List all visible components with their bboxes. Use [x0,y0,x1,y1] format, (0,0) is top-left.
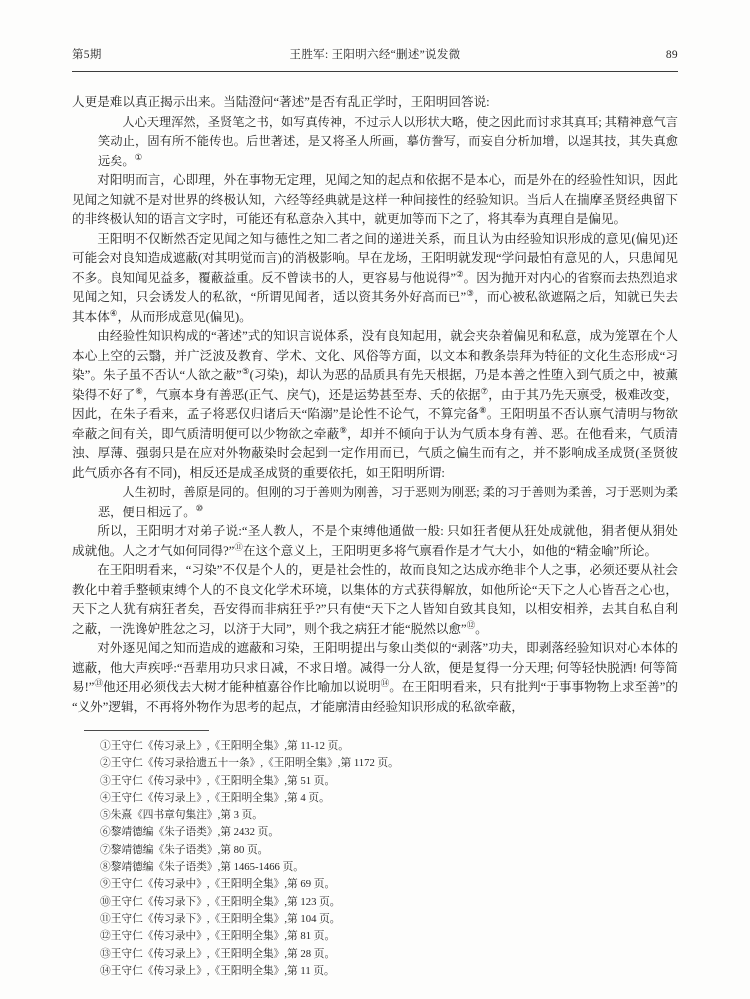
footnote-item: ⑨王守仁《传习录中》,《王阳明全集》,第 69 页。 [100,878,336,891]
footnote-ref: ⑧ [478,404,487,415]
footnote-ref: ⑤ [241,365,250,376]
footnote-item: ⑩王守仁《传习录下》,《王阳明全集》,第 123 页。 [100,895,341,908]
footnote-item: ⑥黎靖德编《朱子语类》,第 2432 页。 [100,826,280,839]
article-body [72,93,678,717]
footnote-ref: ⑫ [466,619,476,630]
footnote-item: ⑧黎靖德编《朱子语类》,第 1465-1466 页。 [100,861,304,874]
footnote-item: ⑪王守仁《传习录下》,《王阳明全集》,第 104 页。 [100,912,341,925]
block-quote: 人生初时，善原是同的。但刚的习于善则为刚善，习于恶则为刚恶; 柔的习于善则为柔善，习于恶则为柔恶，便日相远了。⑩ [98,485,678,519]
footnote-ref: ⑪ [234,541,243,552]
paragraph-continuation: 人更是难以真正揭示出来。当陆澄问“著述”是否有乱正学时，王阳明回答说: [72,95,490,109]
block-quote: 人心天理浑然，圣贤笔之书，如写真传神，不过示人以形状大略，使之因此而讨求其真耳; 其精神意气言笑动止，固有所不能传也。后世著述，是又将圣人所画，摹仿誊写，而妄自分析加增，以逞其技，其失真愈远矣。① [98,114,678,168]
paragraph: 对阳明而言，心即理，外在事物无定理，见闻之知的起点和依据不是本心，而是外在的经验性知识，因此见闻之知就不是对世界的终极认知，六经等经典就是这样一种间接性的经验知识。当后人在揣摩圣贤经典留下的非终极认知的语言文字时，可能还有私意杂入其中，就更加等而下之了，将其奉为真理自是偏见。 [72,173,678,226]
footnote-item: ⑭王守仁《传习录上》,《王阳明全集》,第 11 页。 [100,964,335,977]
footnote-separator [84,730,209,731]
footnote-item: ②王守仁《传习录拾遗五十一条》,《王阳明全集》,第 1172 页。 [100,757,399,770]
page-header [72,46,678,72]
paragraph: 所以，王阳明才对弟子说:“圣人教人，不是个束缚他通做一般: 只如狂者便从狂处成就他，狷者便从狷处成就他。人之才气如何同得?”⑪在这个意义上，王阳明更多将气禀看作是才气大小，如他的“精金喻”所论。 [72,524,678,558]
paragraph: 由经验性知识构成的“著述”式的知识言说体系，没有良知起用，就会夹杂着偏见和私意，成为笼罩在个人本心上空的云翳，并广泛波及教育、学术、文化、风俗等方面，以文本和教条崇拜为特征的文化生态形成“习染”。朱子虽不否认“人欲之蔽”⑤(习染)，却认为恶的品质具有先天根据，乃是本善之性堕入到气质之中，被薰染得不好了⑥，气禀本身有善恶(正气、戾气)，还是运势甚至寿、夭的依据⑦，由于其乃先天禀受，极难改变，因此，在朱子看来，孟子将恶仅归诸后天“陷溺”是论性不论气，不算完备⑧。王阳明虽不否认禀气清明与物欲牵蔽之间有关，即气质清明便可以少物欲之牵蔽⑨，却并不倾向于认为气质本身有善、恶。在他看来，气质清浊、厚薄、强弱只是在应对外物蔽染时会起到一定作用而已，气质之偏生而有之，并不影响成圣成贤(圣贤彼此气质亦各有不同)，相反还是成圣成贤的重要依托，如王阳明所谓: [72,329,679,480]
footnote-item: ⑫王守仁《传习录中》,《王阳明全集》,第 81 页。 [100,930,336,943]
page-number: 89 [665,49,678,61]
footnotes-section [72,738,678,980]
footnote-item: ④王守仁《传习录上》,《王阳明全集》,第 4 页。 [100,791,330,804]
footnote-ref: ⑭ [380,677,390,688]
paragraph: 王阳明不仅断然否定见闻之知与德性之知二者之间的递进关系，而且认为由经验知识形成的意见(偏见)还可能会对良知造成遮蔽(对其明觉而言)的消极影响。早在龙场，王阳明就发现“学问最怕有意见的人，只患闻见不多。良知闻见益多，覆蔽益重。反不曾读书的人，更容易与他说得”②。因为抛开对内心的省察而去热烈追求见闻之知，只会诱发人的私欲，“所谓见闻者，适以资其务外好高而已”③，而心被私欲遮隔之后，知就已失去其本体④，从而形成意见(偏见)。 [72,231,679,324]
footnote-ref: ③ [466,287,475,298]
paragraph: 在王阳明看来，“习染”不仅是个人的，更是社会性的，故而良知之达成亦绝非个人之事，必须还要从社会教化中着手整顿束缚个人的不良文化学术环境，以集体的方式获得解放，如他所论“天下之人心皆吾之心也，天下之人犹有病狂者矣，吾安得而非病狂乎?”只有使“天下之人皆知自致其良知，以相安相养，去其自私自利之蔽，一洗谗妒胜忿之习，以济于大同”，则个我之病狂才能“脱然以愈”⑫。 [72,563,678,636]
footnote-item: ①王守仁《传习录上》,《王阳明全集》,第 11-12 页。 [100,740,349,752]
footnote-item: ⑬王守仁《传习录上》,《王阳明全集》,第 28 页。 [100,947,336,960]
paragraph: 对外逐见闻之知而造成的遮蔽和习染，王阳明提出与象山类似的“剥落”功夫，即剥落经验知识对心本体的遮蔽，他大声疾呼:“吾辈用功只求日减，不求日增。减得一分人欲，便是复得一分天理; 何等轻快脱洒! 何等简易!”⑬他还用必须伐去大树才能种植嘉谷作比喻加以说明⑭。在王阳明看来，只有批判“于事事物物上求至善”的“义外”逻辑，不再将外物作为思考的起点，才能廓清由经验知识形成的私欲牵蔽， [72,641,679,714]
footnote-ref: ⑥ [135,385,144,396]
footnote-item: ⑤朱熹《四书章句集注》,第 3 页。 [100,809,263,822]
issue-number: 第5期 [72,49,102,61]
footnote-ref: ⑩ [195,503,203,513]
footnote-ref: ⑨ [339,424,348,435]
footnote-item: ③王守仁《传习录中》,《王阳明全集》,第 51 页。 [100,774,336,787]
running-title: 王胜军: 王阳明六经“删述”说发微 [289,49,461,61]
footnote-item: ⑦黎靖德编《朱子语类》,第 80 页。 [100,843,269,856]
footnote-ref: ② [455,268,464,279]
footnote-ref: ⑬ [94,677,104,688]
footnote-ref: ⑦ [480,385,489,396]
footnote-ref: ① [134,152,142,162]
footnote-ref: ④ [109,307,118,318]
